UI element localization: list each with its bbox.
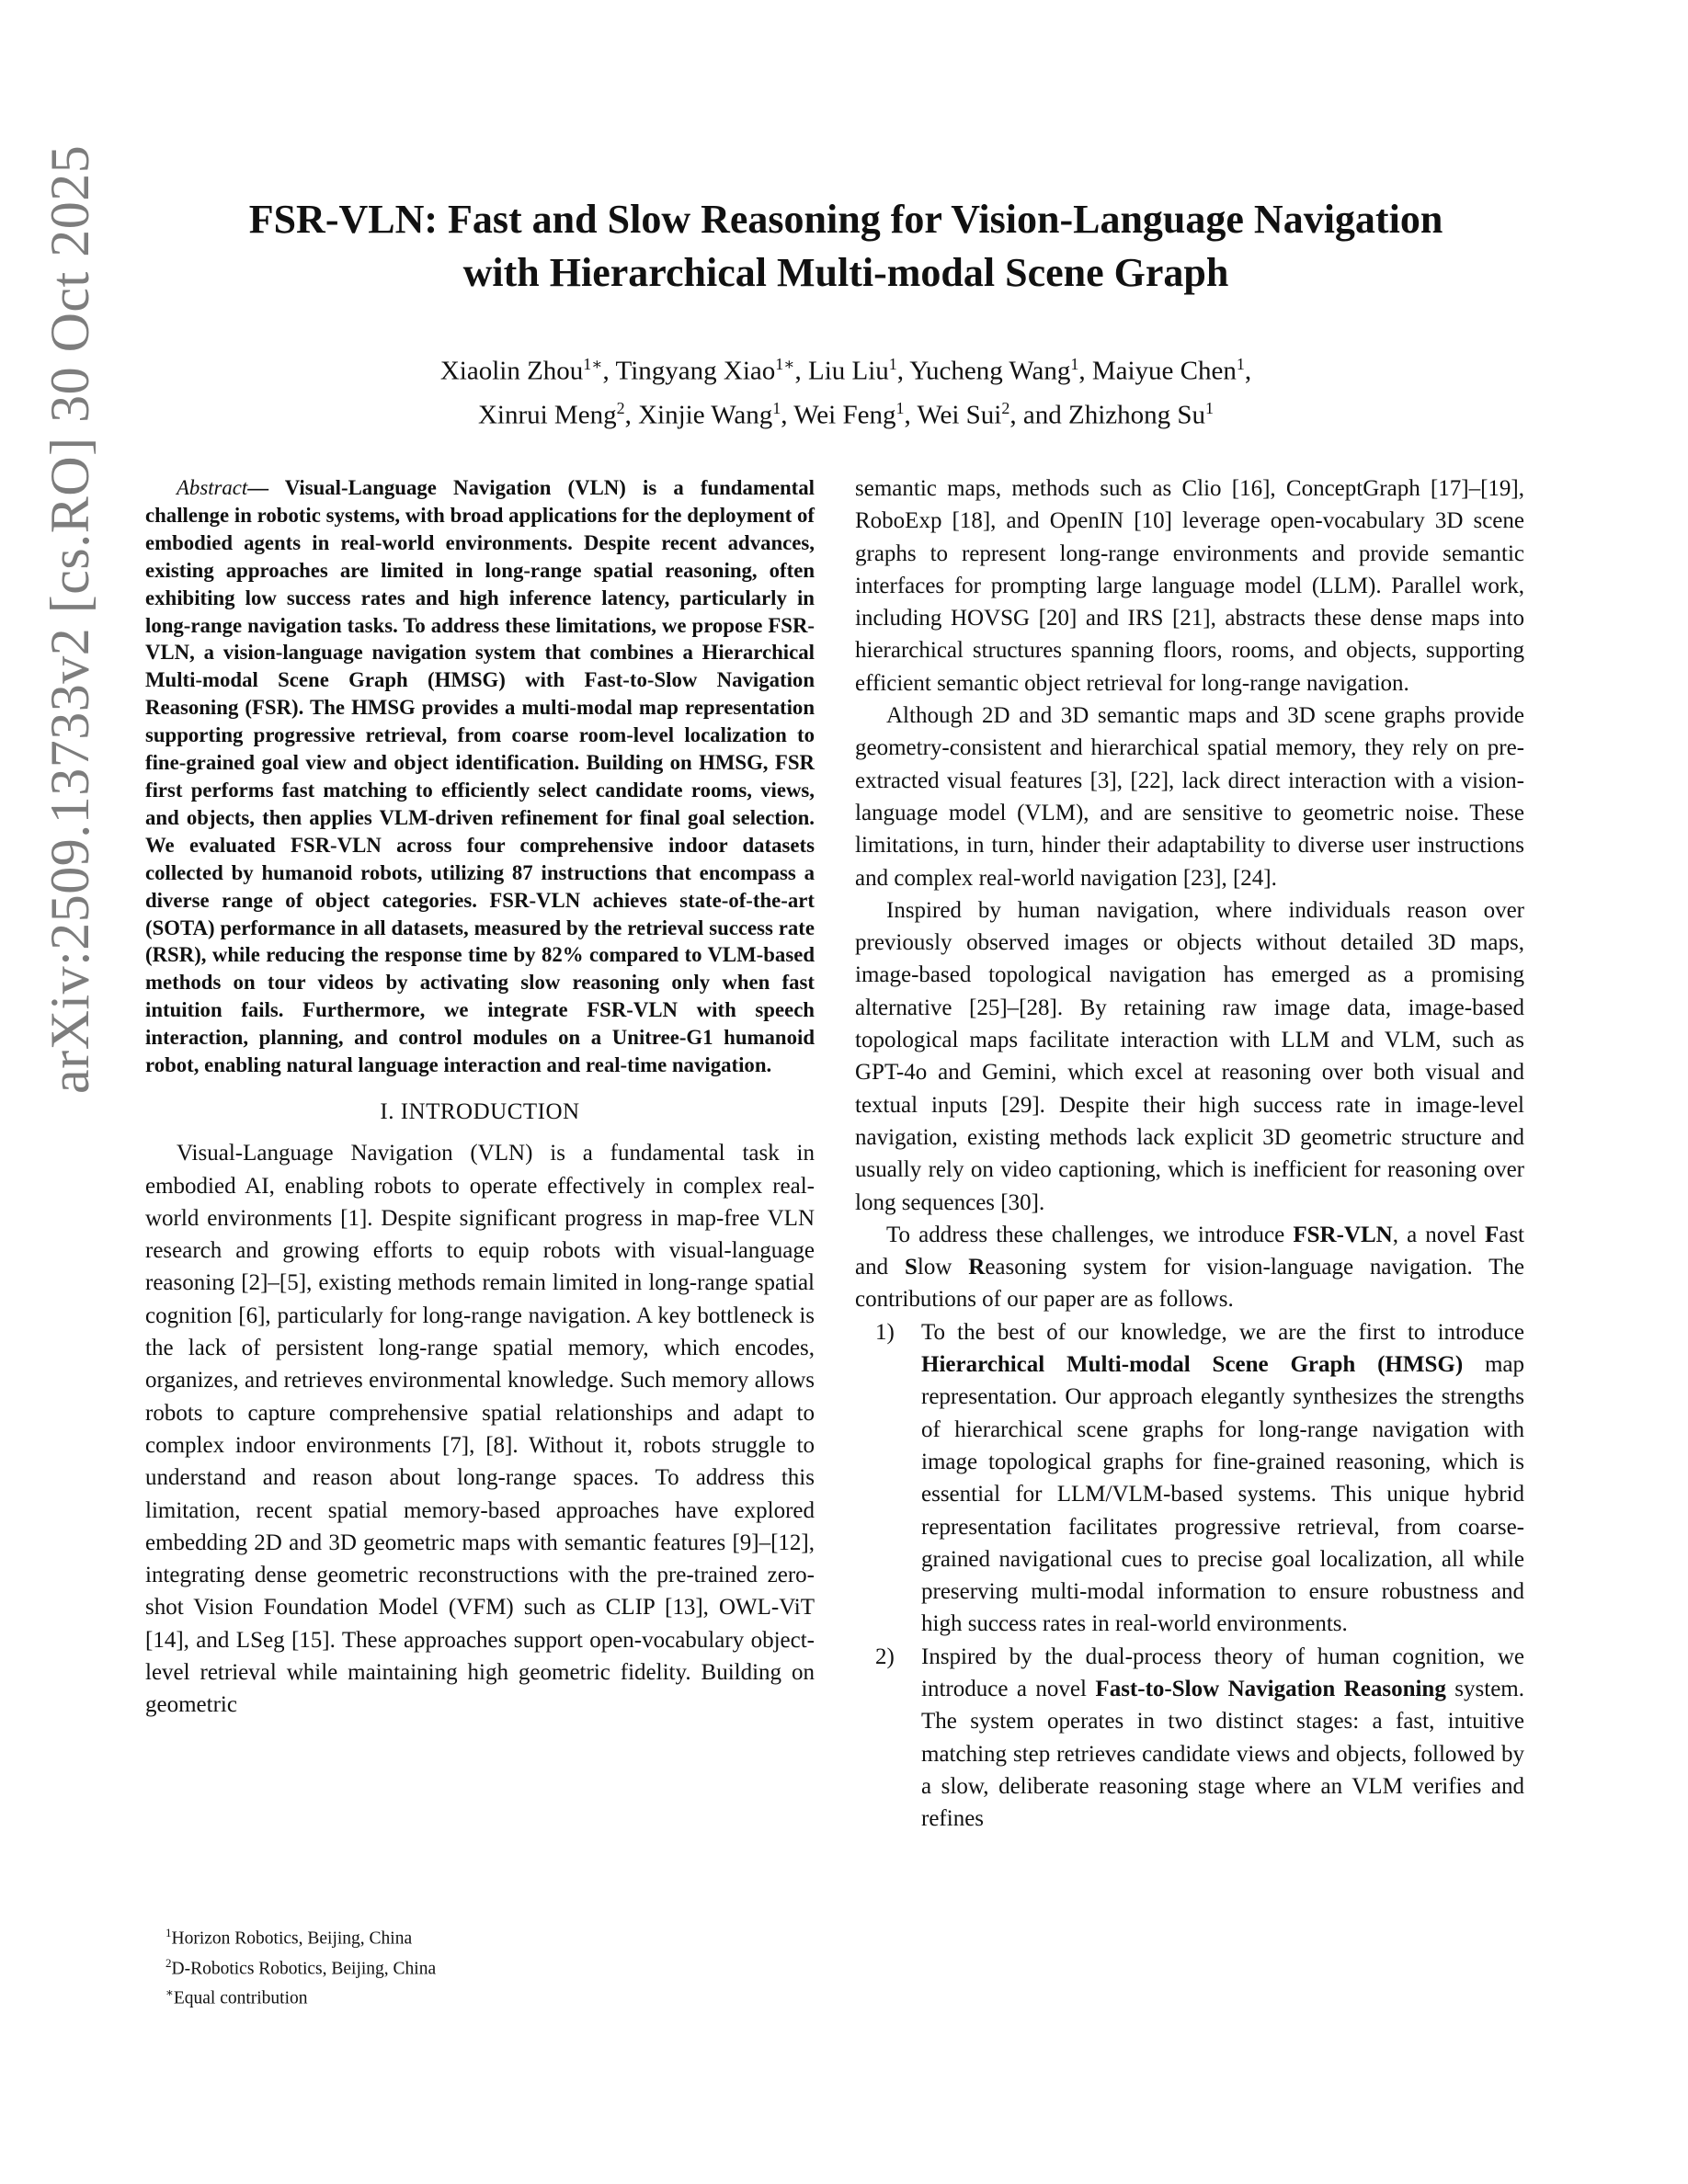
author-affiliation-mark: 1	[1205, 398, 1215, 417]
author-separator: ,	[1078, 356, 1092, 386]
bold-term: Fast-to-Slow Navigation Reasoning	[1095, 1676, 1446, 1701]
intro-paragraph: Visual-Language Navigation (VLN) is a fundamental task in embodied AI, enabling robots to operate effectively in complex real-world environments [1]. Despite significant progress in map-free VLN research and growing efforts to equip robots with visual-language reasoning [2]–[5], existing methods remain limited in long-range spatial cognition [6], particularly for long-range navigation. A key bottleneck is the lack of persistent long-range spatial memory, which encodes, organizes, and retrieves environmental knowledge. Such memory allows robots to capture comprehensive spatial relationships and adapt to complex indoor environments [7], [8]. Without it, robots struggle to understand and reason about long-range spaces. To address this limitation, recent spatial memory-based approaches have explored embedding 2D and 3D geometric maps with semantic features [9]–[12], integrating dense geometric reconstructions with the pre-trained zero-shot Vision Foundation Model (VFM) such as CLIP [13], OWL-ViT [14], and LSeg [15]. These approaches support open-vocabulary object-level retrieval while maintaining high geometric fidelity. Building on geometric	[145, 1141, 815, 1718]
list-number: 2)	[875, 1644, 895, 1669]
author-name: Liu Liu	[807, 356, 889, 386]
author-affiliation-mark: 1∗	[583, 355, 603, 373]
author-list	[147, 346, 1545, 433]
footnote-mark: ∗	[165, 1985, 174, 1999]
author-name: Xiaolin Zhou	[439, 356, 584, 386]
author-separator: ,	[1244, 356, 1252, 386]
contributions-list	[855, 1316, 1524, 1836]
footnote-mark: 1	[165, 1926, 172, 1939]
footnote	[165, 1921, 809, 1951]
footnote	[165, 1951, 809, 1982]
author-name: Yucheng Wang	[909, 356, 1071, 386]
section-heading-introduction: I. INTRODUCTION	[380, 1098, 580, 1124]
text-run: ast and	[855, 1222, 1525, 1280]
abstract-text: — Visual-Language Navigation (VLN) is a fundamental challenge in robotic systems, with broad applications for the deployment of embodied agents in real-world environments. Despite recent advances, existing approaches are limited in long-range spatial reasoning, often exhibiting low success rates and high inference latency, particularly in long-range navigation tasks. To address these limitations, we propose FSR-VLN, a vision-language navigation system that combines a Hierarchical Multi-modal Scene Graph (HMSG) with Fast-to-Slow Navigation Reasoning (FSR). The HMSG provides a multi-modal map representation supporting progressive retrieval, from coarse room-level localization to fine-grained goal view and object identification. Building on HMSG, FSR first performs fast matching to efficiently select candidate rooms, views, and objects, then applies VLM-driven refinement for final goal selection. We evaluated FSR-VLN across four comprehensive indoor datasets collected by humanoid robots, utilizing 87 instructions that encompass a diverse range of object categories. FSR-VLN achieves state-of-the-art (SOTA) performance in all datasets, measured by the retrieval success rate (RSR), while reducing the response time by 82% compared to VLM-based methods on tour videos by activating slow reasoning only when fast intuition fails. Furthermore, we integrate FSR-VLN with speech interaction, planning, and control modules on a Unitree-G1 humanoid robot, enabling natural language interaction and real-time navigation.	[145, 476, 815, 1077]
author-affiliation-mark: 2	[1001, 398, 1010, 417]
author-affiliation-mark: 1	[895, 398, 905, 417]
text-run: low	[917, 1255, 969, 1280]
text-run: , a novel	[1392, 1222, 1485, 1247]
author-name: Maiyue Chen	[1091, 356, 1237, 386]
bold-letter: F	[1484, 1222, 1500, 1247]
list-number: 1)	[875, 1319, 895, 1345]
author-separator: ,	[896, 356, 910, 386]
author-separator: ,	[624, 400, 639, 430]
author-separator: , and	[1009, 400, 1068, 430]
footnote	[165, 1981, 809, 2011]
footnote-text: D-Robotics Robotics, Beijing, China	[171, 1959, 437, 1978]
paper-title	[147, 193, 1545, 300]
text-run: map representation. Our approach elegantly synthesizes the strengths of hierarchical scene graphs for long-range navigation with image topological graphs for fine-grained reasoning, which is essential for LLM/VLM-based systems. This unique hybrid representation facilitates progressive retrieval, from coarse-grained navigational cues to precise goal localization, all while preserving multi-modal information to ensure robustness and high success rates in real-world environments.	[921, 1352, 1525, 1637]
title-line-2: with Hierarchical Multi-modal Scene Graph	[462, 250, 1229, 295]
author-affiliation-mark: 1	[1070, 355, 1079, 373]
abstract	[145, 474, 815, 1079]
author-affiliation-mark: 1	[772, 398, 781, 417]
body-paragraph: semantic maps, methods such as Clio [16], ConceptGraph [17]–[19], RoboExp [18], and OpenIN [10] leverage open-vocabulary 3D scene graphs to represent long-range environments and provide semantic interfaces for prompting large language model (LLM). Parallel work, including HOVSG [20] and IRS [21], abstracts these dense maps into hierarchical structures spanning floors, rooms, and objects, supporting efficient semantic object retrieval for long-range navigation.	[855, 476, 1524, 696]
text-run: Inspired by the dual-process theory of human cognition, we introduce a novel	[921, 1644, 1524, 1701]
author-affiliation-mark: 1	[888, 355, 897, 373]
author-line-1	[147, 346, 1545, 390]
author-separator: ,	[794, 356, 808, 386]
abstract-label: Abstract	[177, 476, 248, 499]
title-line-1: FSR-VLN: Fast and Slow Reasoning for Vision-Language Navigation	[248, 197, 1443, 242]
author-affiliation-mark: 1	[1236, 355, 1245, 373]
bold-term: Hierarchical Multi-modal Scene Graph (HMSG)	[921, 1352, 1464, 1378]
bold-letter: R	[968, 1255, 986, 1280]
footnotes	[165, 1921, 809, 2011]
author-separator: ,	[602, 356, 616, 386]
author-name: Xinjie Wang	[638, 400, 773, 430]
arxiv-identifier-stamp: arXiv:2509.13733v2 [cs.RO] 30 Oct 2025	[40, 144, 100, 1094]
footnote-text: Horizon Robotics, Beijing, China	[171, 1928, 413, 1949]
bold-letter: S	[904, 1255, 918, 1280]
body-paragraph: Although 2D and 3D semantic maps and 3D scene graphs provide geometry-consistent and hierarchical spatial memory, they rely on pre-extracted visual features [3], [22], lack direct interaction with a vision-language model (VLM), and are sensitive to geometric noise. These limitations, in turn, hinder their adaptability to diverse user instructions and complex real-world navigation [23], [24].	[855, 703, 1524, 891]
author-name: Xinrui Meng	[477, 400, 617, 430]
contribution-item	[855, 1316, 1524, 1641]
author-affiliation-mark: 2	[616, 398, 625, 417]
contribution-item	[855, 1641, 1524, 1836]
author-name: Wei Feng	[793, 400, 896, 430]
text-run: system. The system operates in two distinct stages: a fast, intuitive matching step retrieves candidate views and objects, followed by a slow, deliberate reasoning stage where an VLM verifies and refines	[921, 1676, 1524, 1832]
author-separator: ,	[904, 400, 918, 430]
body-paragraph: Inspired by human navigation, where individuals reason over previously observed images or objects without detailed 3D maps, image-based topological navigation has emerged as a promising alternative [25]–[28]. By retaining raw image data, image-based topological maps facilitate interaction with LLM and VLM, such as GPT-4o and Gemini, which excel at reasoning over both visual and textual inputs [29]. Despite their high success rate in image-level navigation, existing methods lack explicit 3D geometric structure and usually rely on video captioning, which is inefficient for reasoning over long sequences [30].	[855, 897, 1524, 1215]
footnote-mark: 2	[165, 1955, 172, 1970]
text-run: To the best of our knowledge, we are the first to introduce	[921, 1319, 1524, 1345]
text-run: easoning system for vision-language navigation. The contributions of our paper are as follows.	[855, 1255, 1524, 1313]
author-affiliation-mark: 1∗	[775, 355, 795, 373]
left-column	[145, 474, 815, 1722]
author-name: Tingyang Xiao	[615, 356, 776, 386]
author-name: Zhizhong Su	[1067, 400, 1206, 430]
author-name: Wei Sui	[917, 400, 1002, 430]
body-paragraph	[855, 1219, 1524, 1316]
bold-term: FSR-VLN	[1293, 1222, 1393, 1247]
text-run: To address these challenges, we introduce	[886, 1222, 1294, 1247]
author-separator: ,	[781, 400, 794, 430]
right-column	[855, 472, 1524, 1835]
footnote-text: Equal contribution	[173, 1988, 308, 2008]
author-line-2	[147, 390, 1545, 434]
